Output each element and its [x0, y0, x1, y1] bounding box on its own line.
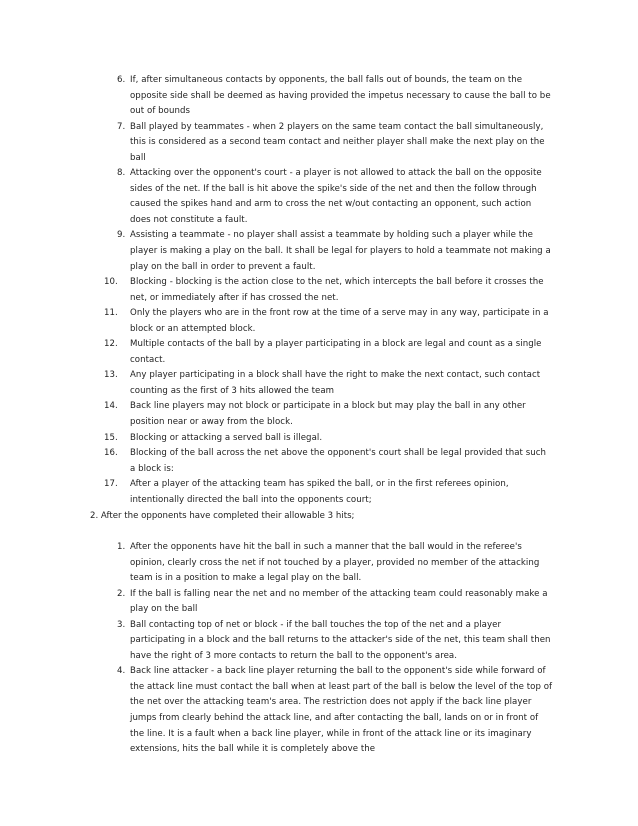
list-item — [104, 431, 554, 447]
rules-list-continued — [104, 73, 554, 508]
list-item — [104, 446, 554, 477]
item-text: Blocking - blocking is the action close to the net, which intercepts the ball before it crosses the net, or immediately after if has crossed the net. — [130, 277, 544, 303]
item-text: Blocking or attacking a served ball is illegal. — [130, 432, 323, 443]
item-number: 13. — [104, 370, 118, 381]
list-item — [104, 275, 554, 306]
item-number: 15. — [104, 432, 118, 443]
item-text: Ball played by teammates - when 2 players on the same team contact the ball simultaneously, this is considered as a second team contact and neither player shall make the next play on the ball — [130, 121, 545, 163]
list-item — [104, 73, 554, 120]
item-number: 1. — [117, 542, 126, 552]
list-item — [104, 540, 554, 587]
list-item — [104, 477, 554, 508]
list-item — [104, 618, 554, 665]
after-opponents-list — [104, 540, 554, 758]
item-text: If, after simultaneous contacts by opponents, the ball falls out of bounds, the team on the opposite side shall be deemed as having provided the impetus necessary to cause the ball to be out of bounds — [130, 75, 551, 117]
item-number: 8. — [117, 168, 126, 179]
list-item — [104, 306, 554, 337]
item-text: Blocking of the ball across the net above the opponent's court shall be legal provided that such a block is: — [130, 448, 547, 474]
item-text: Back line attacker - a back line player returning the ball to the opponent's side while forward of the attack line must contact the ball when at least part of the ball is below the level of the top of the net over the attacking team's area. The restriction does not apply if the back line player jumps from clearly behind the attack line, and after contacting the ball, lands on or in front of the line. It is a fault when a back line player, while in front of the attack line or its imaginary extensions, hits the ball while it is completely above the — [130, 666, 553, 755]
item-number: 2. — [117, 588, 126, 599]
item-number: 14. — [104, 401, 118, 412]
list-item — [104, 120, 554, 167]
item-number: 4. — [117, 666, 126, 677]
item-text: If the ball is falling near the net and no member of the attacking team could reasonably make a play on the ball — [130, 588, 548, 615]
list-item — [104, 399, 554, 430]
item-number: 9. — [117, 230, 126, 241]
item-number: 11. — [104, 308, 118, 319]
item-text: After the opponents have hit the ball in such a manner that the ball would in the referee's opinion, clearly cross the net if not touched by a player, provided no member of the attacking team is in a position to make a legal play on the ball. — [130, 542, 540, 584]
item-number: 3. — [117, 619, 126, 630]
list-item — [104, 228, 554, 275]
list-item — [104, 166, 554, 228]
item-number: 12. — [104, 339, 118, 350]
section-heading: 2. After the opponents have completed their allowable 3 hits; — [90, 511, 355, 521]
item-text: Ball contacting top of net or block - if the ball touches the top of the net and a player participating in a block and the ball returns to the attacker's side of the net, this team shall then have the right of 3 more contacts to return the ball to the opponent's area. — [130, 619, 551, 661]
list-item — [104, 368, 554, 399]
item-text: Multiple contacts of the ball by a player participating in a block are legal and count as a single contact. — [130, 339, 542, 365]
list-item — [104, 664, 554, 757]
item-number: 16. — [104, 448, 118, 459]
item-text: Only the players who are in the front row at the time of a serve may in any way, participate in a block or an attempted block. — [130, 308, 549, 334]
item-text: Back line players may not block or participate in a block but may play the ball in any other position near or away from the block. — [130, 401, 526, 428]
item-text: Any player participating in a block shall have the right to make the next contact, such contact counting as the first of 3 hits allowed the team — [130, 370, 541, 396]
item-number: 10. — [104, 277, 118, 288]
list-item — [104, 587, 554, 618]
item-number: 6. — [117, 75, 126, 85]
list-item — [104, 337, 554, 368]
item-number: 7. — [117, 121, 126, 132]
item-text: Attacking over the opponent's court - a player is not allowed to attack the ball on the opposite sides of the net. If the ball is hit above the spike's side of the net and then the follow through caused the spikes hand and arm to cross the net w/out contacting an opponent, such action does not constitute a fault. — [130, 168, 542, 225]
item-text: Assisting a teammate - no player shall assist a teammate by holding such a player while the player is making a play on the ball. It shall be legal for players to hold a teammate not making a play on the ball in order to prevent a fault. — [130, 230, 551, 272]
item-text: After a player of the attacking team has spiked the ball, or in the first referees opinion, intentionally directed the ball into the opponents court; — [130, 479, 509, 505]
item-number: 17. — [104, 479, 118, 490]
